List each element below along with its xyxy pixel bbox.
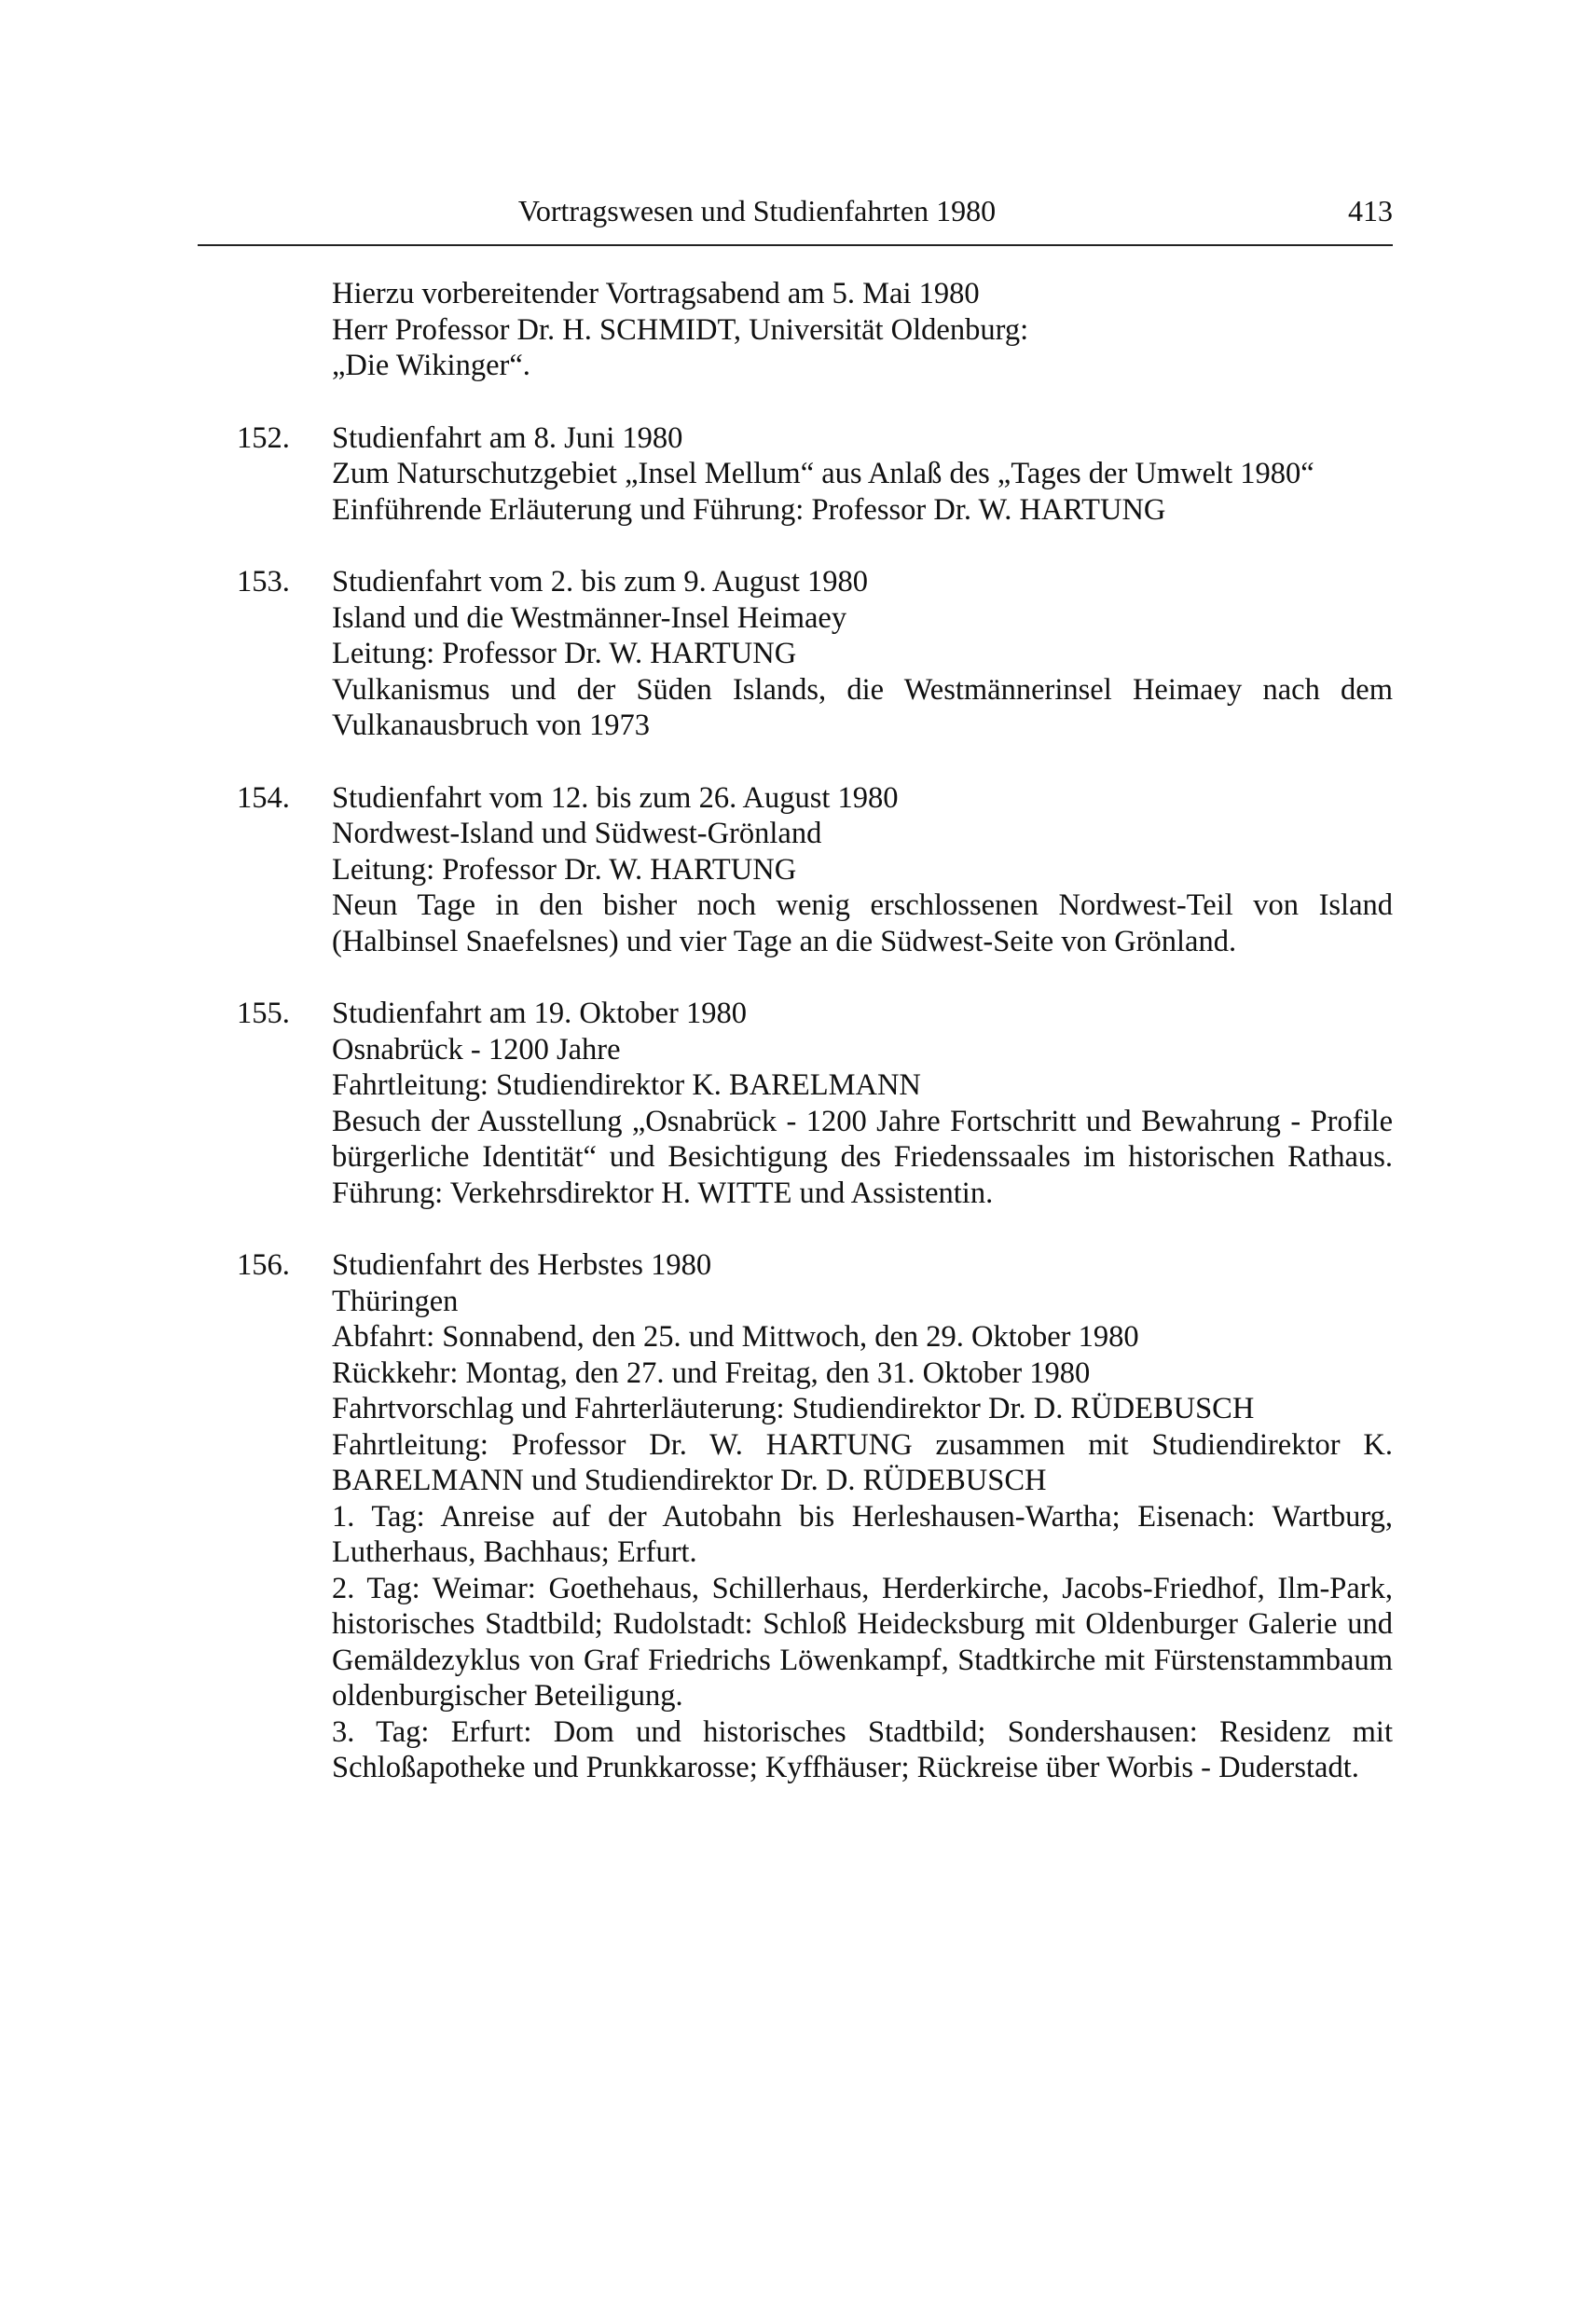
entry-number: 153. <box>237 565 290 599</box>
entry-152 <box>198 420 1393 529</box>
entry-line: Leitung: Professor Dr. W. HARTUNG <box>332 852 797 887</box>
entry-line: Studienfahrt des Herbstes 1980 <box>332 1248 712 1282</box>
entry-line: Leitung: Professor Dr. W. HARTUNG <box>332 637 797 670</box>
entry-line: Studienfahrt vom 12. bis zum 26. August 1980 <box>332 780 899 815</box>
entry-line: Nordwest-Island und Südwest-Grönland <box>332 817 822 850</box>
header-rule <box>198 244 1393 246</box>
entry-line: Osnabrück - 1200 Jahre <box>332 1032 621 1067</box>
entry-paragraph: Fahrtleitung: Professor Dr. W. HARTUNG zusammen mit Studiendirektor K. BARELMANN und Studiendirektor Dr. D. RÜDEBUSCH <box>332 1427 1393 1497</box>
entry-number: 152. <box>237 420 290 455</box>
entry-line: Einführende Erläuterung und Führung: Professor Dr. W. HARTUNG <box>332 492 1166 527</box>
day-itinerary: 3. Tag: Erfurt: Dom und historisches Stadtbild; Sondershausen: Residenz mit Schloßapotheke und Prunkkarosse; Kyffhäuser; Rückreise über Worbis - Duderstadt. <box>332 1714 1393 1784</box>
intro-line: „Die Wikinger“. <box>332 349 530 382</box>
entry-number: 154. <box>237 780 290 815</box>
entry-line: Island und die Westmänner-Insel Heimaey <box>332 600 847 635</box>
entry-number: 156. <box>237 1248 290 1282</box>
entry-line: Studienfahrt am 8. Juni 1980 <box>332 420 683 455</box>
entry-153 <box>198 564 1393 744</box>
page-number: 413 <box>1348 194 1393 227</box>
entry-number: 155. <box>237 997 290 1030</box>
entry-line: Fahrtleitung: Studiendirektor K. BARELMANN <box>332 1068 921 1102</box>
entry-line: Studienfahrt vom 2. bis zum 9. August 1980 <box>332 565 869 599</box>
entry-paragraph: Vulkanismus und der Süden Islands, die Westmännerinsel Heimaey nach dem Vulkanausbruch von 1973 <box>332 672 1393 742</box>
entry-paragraph: Zum Naturschutzgebiet „Insel Mellum“ aus Anlaß des „Tages der Umwelt 1980“ <box>332 457 1314 490</box>
entry-155 <box>198 996 1393 1211</box>
entry-line: Thüringen <box>332 1284 459 1318</box>
running-header-title: Vortragswesen und Studienfahrten 1980 <box>517 194 997 227</box>
entry-line: Studienfahrt am 19. Oktober 1980 <box>332 997 747 1030</box>
entry-154 <box>198 780 1393 960</box>
entry-line: Abfahrt: Sonnabend, den 25. und Mittwoch, den 29. Oktober 1980 <box>332 1320 1139 1354</box>
intro-line: Hierzu vorbereitender Vortragsabend am 5. Mai 1980 <box>332 277 980 310</box>
entry-line: Rückkehr: Montag, den 27. und Freitag, den 31. Oktober 1980 <box>332 1356 1091 1390</box>
day-itinerary: 2. Tag: Weimar: Goethehaus, Schillerhaus, Herderkirche, Jacobs-Friedhof, Ilm-Park, historisches Stadtbild; Rudolstadt: Schloß Heidecksburg mit Oldenburger Galerie und Gemäldezyklus von Graf Friedrichs Löwenkampf, Stadtkirche mit Fürstenstammbaum oldenburgischer Beteiligung. <box>332 1571 1393 1713</box>
entry-line: Fahrtvorschlag und Fahrterläuterung: Studiendirektor Dr. D. RÜDEBUSCH <box>332 1392 1255 1425</box>
day-itinerary: 1. Tag: Anreise auf der Autobahn bis Herleshausen-Wartha; Eisenach: Wartburg, Lutherhaus, Bachhaus; Erfurt. <box>332 1499 1393 1569</box>
running-header <box>198 186 1393 235</box>
entry-paragraph: Neun Tage in den bisher noch wenig erschlossenen Nordwest-Teil von Island (Halbinsel Snaefelsnes) und vier Tage an die Südwest-Seite von Grönland. <box>332 888 1393 958</box>
intro-line: Herr Professor Dr. H. SCHMIDT, Universität Oldenburg: <box>332 312 1029 347</box>
page-body <box>198 276 1393 1786</box>
entry-paragraph: Besuch der Ausstellung „Osnabrück - 1200 Jahre Fortschritt und Bewahrung - Profile bürgerliche Identität“ und Besichtigung des Friedenssaales im historischen Rathaus. Führung: Verkehrsdirektor H. WITTE und Assistentin. <box>332 1104 1393 1210</box>
intro-block <box>198 276 1393 384</box>
entry-156 <box>198 1247 1393 1786</box>
